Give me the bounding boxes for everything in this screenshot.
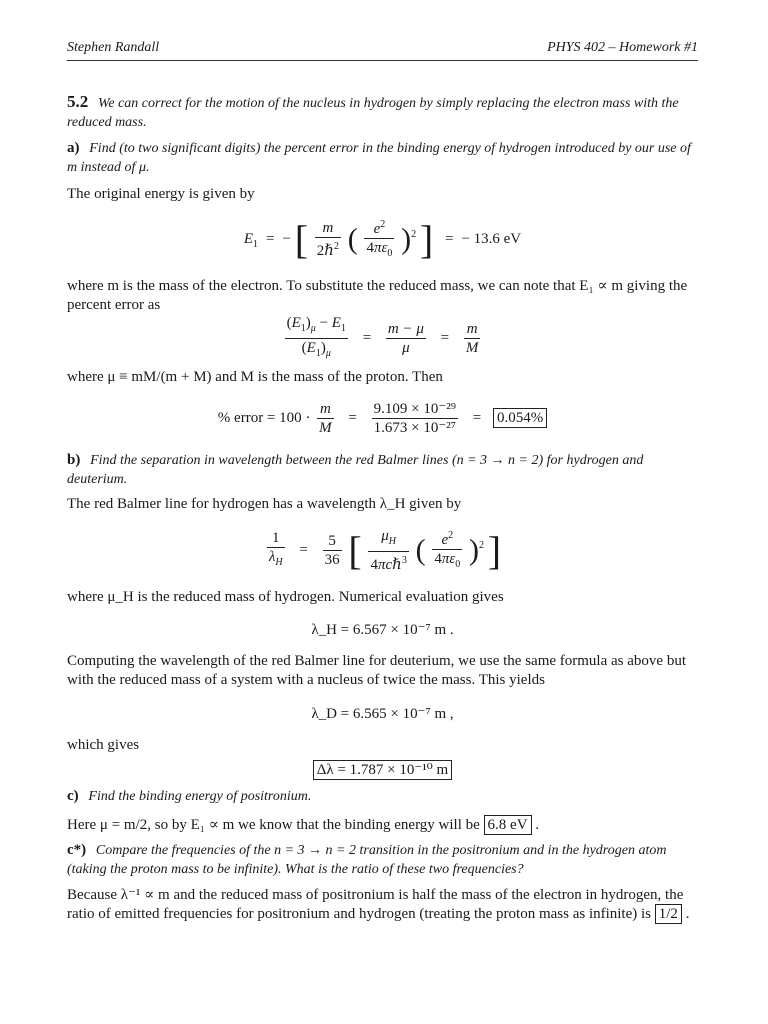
energy-equation: $E_1$ = − [ $\frac{m}{2\hbar^2}$ ( $\frac{e^2}{4\pi\varepsilon_0}$ )$^2$ ] = − 13.6 eV (243, 217, 522, 262)
author-name: Stephen Randall (67, 40, 160, 55)
part-b-text4: which gives (67, 737, 140, 753)
header-rule (67, 60, 698, 61)
problem-number: 5.2 (67, 92, 89, 111)
percent-error-equation: % error = 100 · $\frac{m}{M}$ = $\frac{\text{9.109 × 10⁻²⁹}}{\text{1.673 × 10⁻²⁷}}$ = 0.054% (67, 400, 698, 437)
percent-error-ratio-equation: $\frac{(E_1)_\mu - E_1}{(E_1)_\mu}$ = $\frac{m - \mu}{\mu}$ = $\frac{m}{M}$ (286, 315, 479, 359)
energy-value: − 13.6 eV (461, 230, 522, 247)
m-over-2hbar2: $\frac{m}{2\hbar^2}$ (316, 220, 339, 259)
part-c-answer-line: Here μ = m/2, so by E₁ ∝ m we know that the binding energy will be 6.8 eV . (67, 817, 540, 833)
problem-intro (67, 92, 698, 132)
part-c-question (67, 787, 698, 806)
part-b-question-text: Find the separation in wavelength between the red Balmer lines (n = 3 → n = 2) for hydrogen and deuterium. (67, 453, 644, 487)
part-c-label: c) (67, 788, 79, 804)
part-a-text3: where μ ≡ mM/(m + M) and M is the mass of the proton. Then (67, 369, 443, 385)
error-denominator: 1.673 × 10⁻²⁷ (373, 420, 456, 436)
part-c-star-answer-paragraph: Because λ⁻¹ ∝ m and the reduced mass of positronium is half the mass of the electron in hydrogen, the ratio of emitted frequencies for positronium and hydrogen (treating the proton mass as infinite) is 1/2 . (67, 887, 690, 922)
part-c-star-question-text: Compare the frequencies of the n = 3 → n = 2 transition in the positronium and in the hydrogen atom (taking the proton mass to be infinite). What is the ratio of these two frequencies? (67, 843, 667, 877)
part-c-star-answer: 1/2 (655, 904, 682, 924)
part-a-answer: 0.054% (493, 408, 547, 428)
course-title: PHYS 402 – Homework #1 (547, 40, 698, 55)
part-c-answer: 6.8 eV (484, 815, 532, 835)
lambda-h-equation: λ_H = 6.567 × 10⁻⁷ m . (311, 622, 454, 638)
error-prefix: % error = 100 · (217, 409, 311, 426)
part-b-label: b) (67, 452, 81, 468)
part-b-question (67, 451, 698, 489)
part-b-answer: Δλ = 1.787 × 10⁻¹⁰ m (313, 760, 452, 780)
part-b-text1: The red Balmer line for hydrogen has a wavelength λ_H given by (67, 496, 462, 512)
part-c-star-question (67, 841, 698, 879)
part-c-text: Here μ = m/2, so by E₁ ∝ m we know that the binding energy will be (67, 817, 480, 833)
part-a-text1: The original energy is given by (67, 186, 255, 202)
error-numerator: 9.109 × 10⁻²⁹ (373, 401, 456, 417)
e2-over-4pi-eps0: $\frac{e^2}{4\pi\varepsilon_0}$ (364, 216, 394, 263)
part-b-text2: where μ_H is the reduced mass of hydrogen. Numerical evaluation gives (67, 589, 504, 605)
part-c-star-text: Because λ⁻¹ ∝ m and the reduced mass of positronium is half the mass of the electron in hydrogen, the ratio of emitted frequencies for positronium and hydrogen (treating the proton mass as infinite) is (67, 887, 684, 922)
part-b-text3: Computing the wavelength of the red Balmer line for deuterium, we use the same formula as above but with the reduced mass of a system with a nucleus of twice the mass. This yields (67, 653, 686, 688)
lambda-d-equation: λ_D = 6.565 × 10⁻⁷ m , (311, 706, 454, 722)
part-a-question-text: Find (to two significant digits) the percent error in the binding energy of hydrogen introduced by our use of m instead of μ. (67, 141, 691, 175)
part-c-question-text: Find the binding energy of positronium. (88, 789, 312, 804)
part-a-label: a) (67, 140, 80, 156)
part-c-star-label: c*) (67, 842, 87, 858)
delta-lambda-equation (67, 760, 698, 779)
part-a-question (67, 139, 698, 177)
balmer-equation: $\frac{1}{\lambda_H}$ = $\frac{5}{36}$ [ $\frac{\mu_H}{4\pi c\hbar^3}$ ( $\frac{e^2}{4\pi\varepsilon_0}$ )$^2$ ] (268, 528, 502, 573)
problem-statement: We can correct for the motion of the nucleus in hydrogen by simply replacing the electron mass with the reduced mass. (67, 96, 679, 130)
document-page (67, 0, 698, 1024)
part-a-text2: where m is the mass of the electron. To substitute the reduced mass, we can note that E₁ ∝ m giving the percent error as (67, 278, 688, 313)
